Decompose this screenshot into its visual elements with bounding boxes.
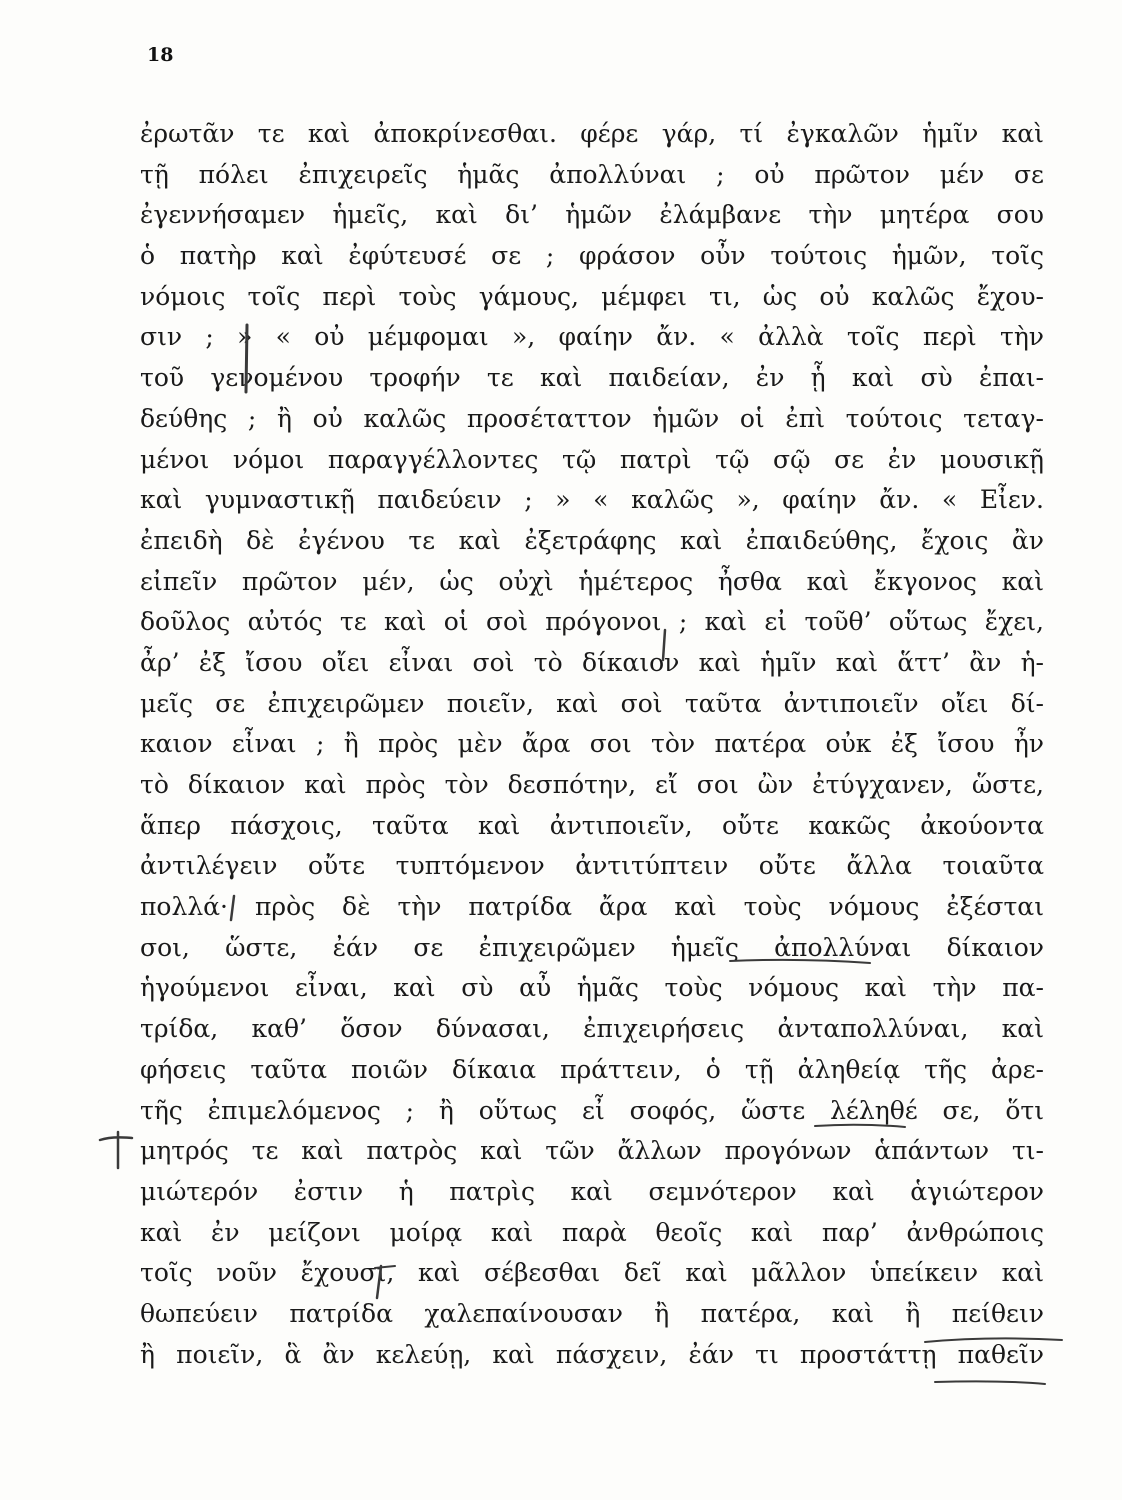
text-line-18: ἅπερ πάσχοις, ταῦτα καὶ ἀντιποιεῖν, οὔτε κακῶς ἀκούοντα xyxy=(140,810,1044,840)
text-line-7: τοῦ γενομένου τροφήν τε καὶ παιδείαν, ἐν ᾗ καὶ σὺ ἐπαι- xyxy=(140,363,1044,393)
text-line-22: ἡγούμενοι εἶναι, καὶ σὺ αὖ ἡμᾶς τοὺς νόμους καὶ τὴν πα- xyxy=(140,973,1044,1003)
text-line-20: πολλά· πρὸς δὲ τὴν πατρίδα ἄρα καὶ τοὺς νόμους ἐξέσται xyxy=(140,892,1044,922)
text-line-31: ἢ ποιεῖν, ἃ ἂν κελεύῃ, καὶ πάσχειν, ἐάν τι προστάττῃ παθεῖν xyxy=(140,1339,1044,1369)
text-line-24: φήσεις ταῦτα ποιῶν δίκαια πράττειν, ὁ τῇ ἀληθείᾳ τῆς ἀρε- xyxy=(140,1054,1044,1084)
text-line-11: ἐπειδὴ δὲ ἐγένου τε καὶ ἐξετράφης καὶ ἐπαιδεύθης, ἔχοις ἂν xyxy=(140,525,1044,555)
greek-text-block xyxy=(140,114,1044,1375)
pencil-margin-cross xyxy=(100,1137,132,1140)
text-line-6: σιν ; » « οὐ μέμφομαι », φαίην ἄν. « ἀλλὰ τοῖς περὶ τὴν xyxy=(140,322,1044,352)
text-line-5: νόμοις τοῖς περὶ τοὺς γάμους, μέμφει τι, ὡς οὐ καλῶς ἔχου- xyxy=(140,281,1044,311)
page-number: 18 xyxy=(147,44,174,66)
text-line-26: μητρός τε καὶ πατρὸς καὶ τῶν ἄλλων προγόνων ἁπάντων τι- xyxy=(140,1136,1044,1166)
text-line-21: σοι, ὥστε, ἐάν σε ἐπιχειρῶμεν ἡμεῖς ἀπολλύναι δίκαιον xyxy=(140,932,1044,962)
text-line-10: καὶ γυμναστικῇ παιδεύειν ; » « καλῶς », φαίην ἄν. « Εἶεν. xyxy=(140,485,1044,515)
text-line-3: ἐγεννήσαμεν ἡμεῖς, καὶ δι’ ἡμῶν ἐλάμβανε τὴν μητέρα σου xyxy=(140,200,1044,230)
text-line-15: μεῖς σε ἐπιχειρῶμεν ποιεῖν, καὶ σοὶ ταῦτα ἀντιποιεῖν οἴει δί- xyxy=(140,688,1044,718)
text-line-19: ἀντιλέγειν οὔτε τυπτόμενον ἀντιτύπτειν οὔτε ἄλλα τοιαῦτα xyxy=(140,851,1044,881)
text-line-9: μένοι νόμοι παραγγέλλοντες τῷ πατρὶ τῷ σῷ σε ἐν μουσικῇ xyxy=(140,444,1044,474)
text-line-23: τρίδα, καθ’ ὅσον δύνασαι, ἐπιχειρήσεις ἀνταπολλύναι, καὶ xyxy=(140,1014,1044,1044)
text-line-27: μιώτερόν ἐστιν ἡ πατρὶς καὶ σεμνότερον καὶ ἁγιώτερον xyxy=(140,1176,1044,1206)
text-line-8: δεύθης ; ἢ οὐ καλῶς προσέταττον ἡμῶν οἱ ἐπὶ τούτοις τεταγ- xyxy=(140,403,1044,433)
text-line-29: τοῖς νοῦν ἔχουσι, καὶ σέβεσθαι δεῖ καὶ μᾶλλον ὑπείκειν καὶ xyxy=(140,1258,1044,1288)
text-line-4: ὁ πατὴρ καὶ ἐφύτευσέ σε ; φράσον οὖν τούτοις ἡμῶν, τοῖς xyxy=(140,241,1044,271)
text-line-16: καιον εἶναι ; ἢ πρὸς μὲν ἄρα σοι τὸν πατέρα οὐκ ἐξ ἴσου ἦν xyxy=(140,729,1044,759)
text-line-1: ἐρωτᾶν τε καὶ ἀποκρίνεσθαι. φέρε γάρ, τί ἐγκαλῶν ἡμῖν καὶ xyxy=(140,119,1044,148)
text-line-14: ἆρ’ ἐξ ἴσου οἴει εἶναι σοὶ τὸ δίκαιον καὶ ἡμῖν καὶ ἅττ’ ἂν ἡ- xyxy=(140,647,1044,677)
text-line-30: θωπεύειν πατρίδα χαλεπαίνουσαν ἢ πατέρα, καὶ ἢ πείθειν xyxy=(140,1298,1044,1328)
text-line-28: καὶ ἐν μείζονι μοίρᾳ καὶ παρὰ θεοῖς καὶ παρ’ ἀνθρώποις xyxy=(140,1217,1044,1247)
text-line-25: τῆς ἐπιμελόμενος ; ἢ οὕτως εἶ σοφός, ὥστε λέληθέ σε, ὅτι xyxy=(140,1095,1044,1125)
text-line-2: τῇ πόλει ἐπιχειρεῖς ἡμᾶς ἀπολλύναι ; οὐ πρῶτον μέν σε xyxy=(140,159,1044,189)
text-line-17: τὸ δίκαιον καὶ πρὸς τὸν δεσπότην, εἴ σοι ὢν ἐτύγχανεν, ὥστε, xyxy=(140,770,1044,799)
pencil-underline xyxy=(935,1381,1045,1384)
text-line-12: εἰπεῖν πρῶτον μέν, ὡς οὐχὶ ἡμέτερος ἦσθα καὶ ἔκγονος καὶ xyxy=(140,566,1044,596)
text-line-13: δοῦλος αὐτός τε καὶ οἱ σοὶ πρόγονοι ; καὶ εἰ τοῦθ’ οὕτως ἔχει, xyxy=(140,607,1044,637)
